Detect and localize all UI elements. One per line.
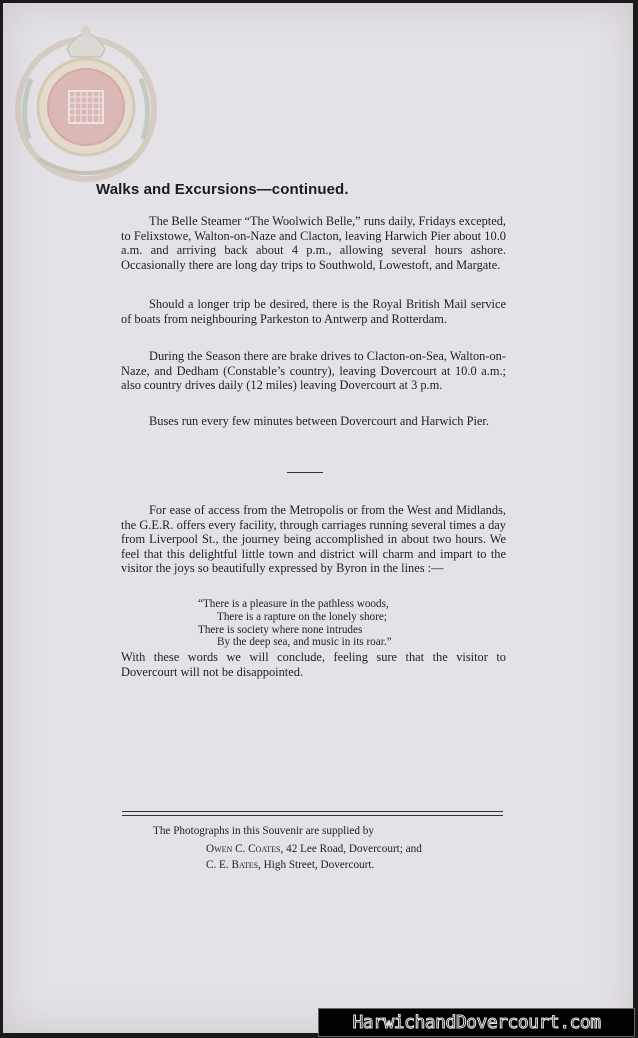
credits-title: The Photographs in this Souvenir are supplied by [153,825,374,837]
verse-line: There is society where none intrudes [198,623,363,636]
credit-address: High Street, Dovercourt. [260,859,375,871]
regimental-crest-emblem [9,9,163,189]
byron-verse [198,598,392,649]
credit-address: 42 Lee Road, Dovercourt; and [283,843,422,855]
document-page [3,3,633,1033]
verse-line: By the deep sea, and music in its roar.” [217,636,392,649]
credit-line-bates [206,859,374,871]
credit-line-coates [206,843,422,855]
paragraph-closing: With these words we will conclude, feeling sure that the visitor to Dovercourt will not be disappointed. [121,650,506,679]
paragraph-mail-service: Should a longer trip be desired, there is the Royal British Mail service of boats from neighbouring Parkeston to Antwerp and Rotterdam. [121,297,506,326]
paragraph-buses: Buses run every few minutes between Dovercourt and Harwich Pier. [149,414,489,428]
paragraph-steamer: The Belle Steamer “The Woolwich Belle,” runs daily, Fridays excepted, to Felixstowe, Walton-on-Naze and Clacton, leaving Harwich Pier about 10.0 a.m. and arriving back about 4 p.m., allowing several hours ashore. Occasionally there are long day trips to Southwold, Lowestoft, and Margate. [121,214,506,272]
section-heading: Walks and Excursions—continued. [96,181,349,198]
verse-line: There is a rapture on the lonely shore; [217,610,387,623]
credit-name: C. E. Bates, [206,859,261,871]
credits-divider [122,811,503,816]
paragraph-brake-drives: During the Season there are brake drives to Clacton-on-Sea, Walton-on-Naze, and Dedham (Constable’s country), leaving Dovercourt at 10.0 a.m.; also country drives daily (12 miles) leaving Dovercourt at 3 p.m. [121,349,506,393]
verse-line: “There is a pleasure in the pathless woods, [198,598,389,610]
credit-name: Owen C. Coates, [206,843,284,855]
section-divider [287,472,323,473]
paragraph-access: For ease of access from the Metropolis or from the West and Midlands, the G.E.R. offers every facility, through carriages running several times a day from Liverpool St., the journey being accomplished in about two hours. We feel that this delightful little town and district will charm and impart to the visitor the joys so beautifully expressed by Byron in the lines :— [121,503,506,576]
website-watermark: HarwichandDovercourt.com [318,1008,635,1037]
